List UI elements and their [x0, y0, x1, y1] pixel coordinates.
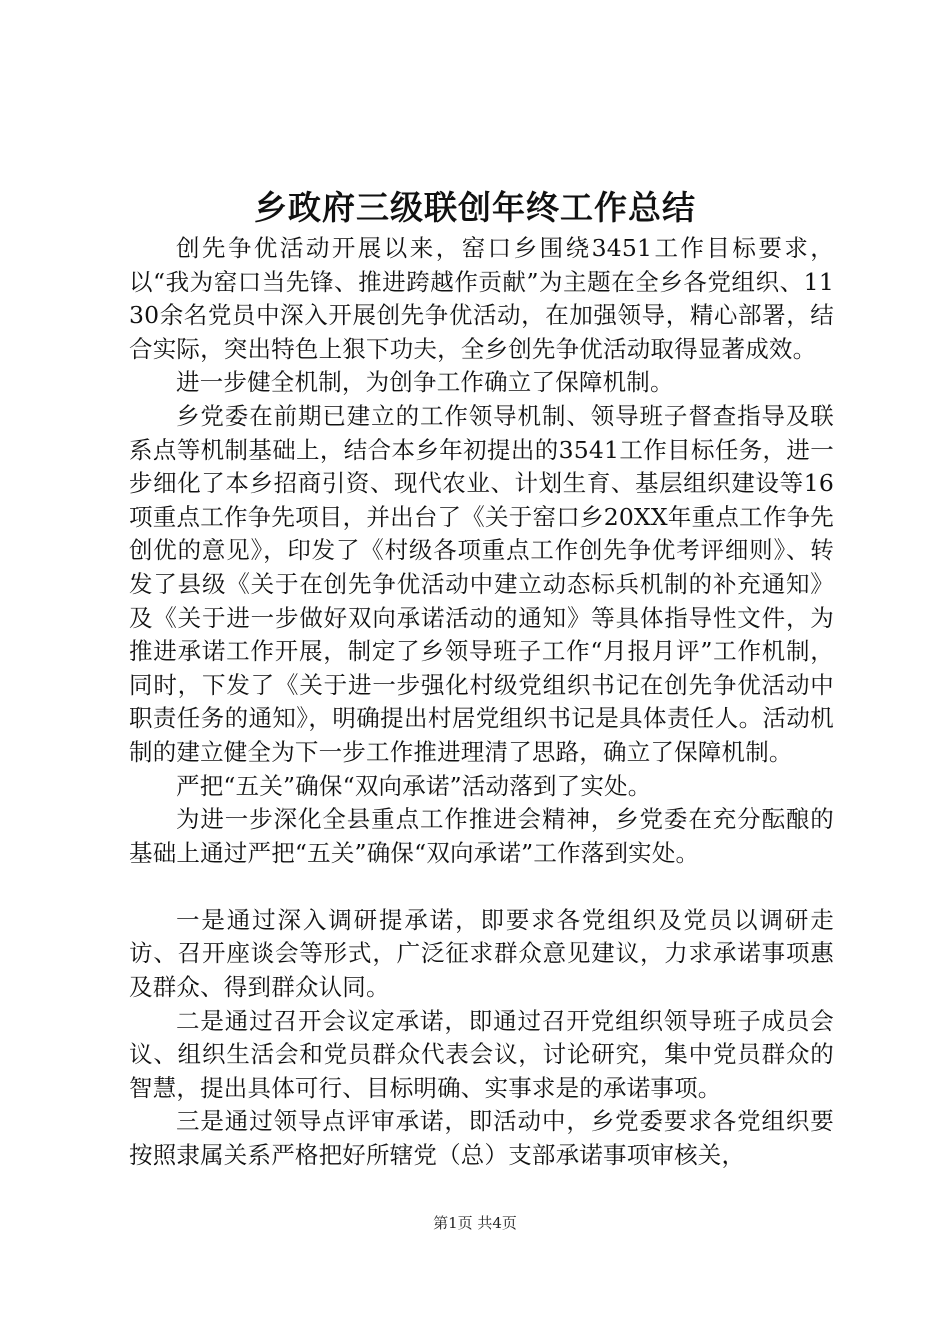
- paragraph-mechanism: 乡党委在前期已建立的工作领导机制、领导班子督查指导及联系点等机制基础上，结合本乡年初提出的3541工作目标任务，进一步细化了本乡招商引资、现代农业、计划生育、基层组织建设等16项重点工作争先项目，并出台了《关于窑口乡20XX年重点工作争先创优的意见》，印发了《村级各项重点工作创先争优考评细则》、转发了县级《关于在创先争优活动中建立动态标兵机制的补充通知》及《关于进一步做好双向承诺活动的通知》等具体指导性文件，为推进承诺工作开展，制定了乡领导班子工作“月报月评”工作机制，同时，下发了《关于进一步强化村级党组织书记在创先争优活动中职责任务的通知》，明确提出村居党组织书记是具体责任人。活动机制的建立健全为下一步工作推进理清了思路，确立了保障机制。: [129, 401, 834, 766]
- paragraph-five-checks: 为进一步深化全县重点工作推进会精神，乡党委在充分酝酿的基础上通过严把“五关”确保“双向承诺”工作落到实处。: [129, 805, 834, 867]
- document-body: [129, 232, 834, 1173]
- paragraph-item-three: 三是通过领导点评审承诺，即活动中，乡党委要求各党组织要按照隶属关系严格把好所辖党（总）支部承诺事项审核关，: [129, 1107, 834, 1170]
- paragraph-item-two: 二是通过召开会议定承诺，即通过召开党组织领导班子成员会议、组织生活会和党员群众代表会议，讨论研究，集中党员群众的智慧，提出具体可行、目标明确、实事求是的承诺事项。: [129, 1006, 834, 1102]
- page-footer: 第1页 共4页: [433, 1214, 517, 1232]
- paragraph-gap: [129, 870, 834, 904]
- paragraph-heading-five-checks: 严把“五关”确保“双向承诺”活动落到了实处。: [176, 771, 652, 800]
- paragraph-item-one: 一是通过深入调研提承诺，即要求各党组织及党员以调研走访、召开座谈会等形式，广泛征求群众意见建议，力求承诺事项惠及群众、得到群众认同。: [129, 905, 834, 1002]
- paragraph-intro: 创先争优活动开展以来，窑口乡围绕3451工作目标要求，以“我为窑口当先锋、推进跨越作贡献”为主题在全乡各党组织、1130余名党员中深入开展创先争优活动，在加强领导，精心部署，结合实际，突出特色上狠下功夫，全乡创先争优活动取得显著成效。: [129, 234, 834, 363]
- document-title: 乡政府三级联创年终工作总结: [254, 188, 696, 227]
- paragraph-heading-mechanism: 进一步健全机制，为创争工作确立了保障机制。: [176, 368, 674, 397]
